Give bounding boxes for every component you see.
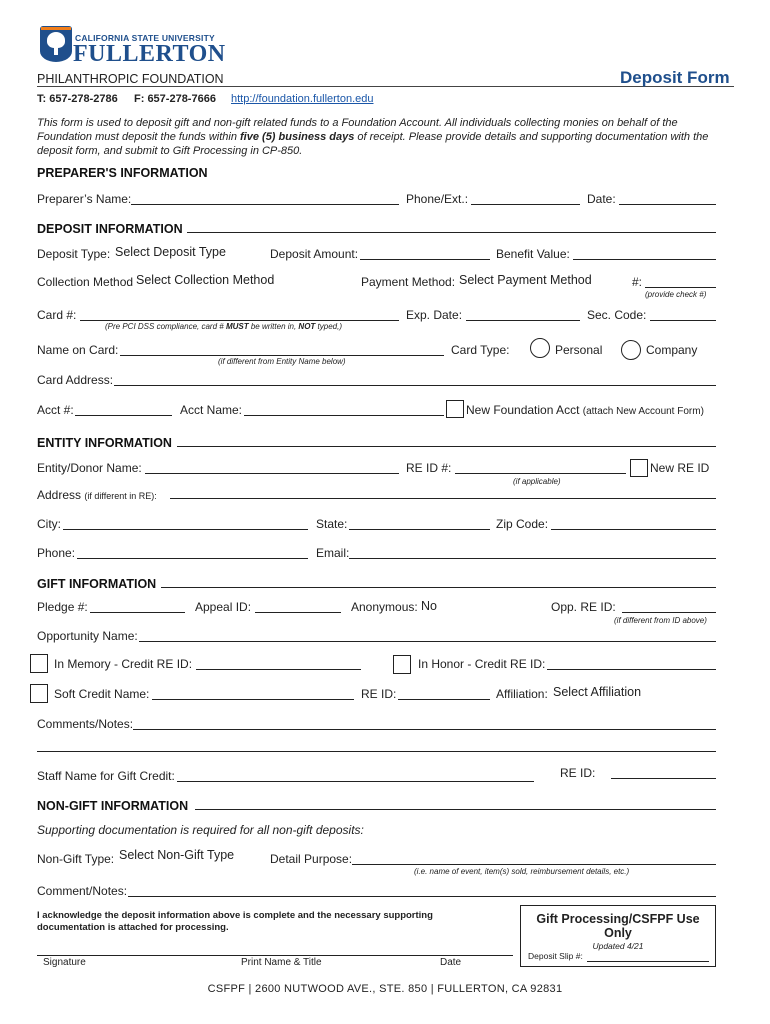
- soft-credit-checkbox[interactable]: [30, 684, 48, 703]
- in-memory-field[interactable]: [196, 669, 361, 670]
- deposit-slip-field[interactable]: [587, 961, 709, 962]
- preparer-date-field[interactable]: [619, 204, 716, 205]
- re-id-hint: (if applicable): [513, 477, 561, 486]
- detail-purpose-hint: (i.e. name of event, item(s) sold, reimbursement details, etc.): [414, 867, 630, 876]
- preparer-phone-label: Phone/Ext.:: [406, 192, 469, 206]
- nongift-note: Supporting documentation is required for all non-gift deposits:: [37, 823, 364, 837]
- staff-name-label: Staff Name for Gift Credit:: [37, 769, 175, 783]
- new-acct-text: New Foundation Acct: [466, 403, 580, 417]
- exp-date-field[interactable]: [466, 320, 580, 321]
- campus-name: FULLERTON: [73, 41, 226, 67]
- signature-label: Signature: [43, 957, 86, 968]
- anonymous-label: Anonymous:: [351, 600, 418, 614]
- benefit-value-field[interactable]: [573, 259, 716, 260]
- nongift-heading-rule: [195, 809, 716, 810]
- office-use-title: Gift Processing/CSFPF Use Only: [536, 912, 700, 940]
- card-hint-not: NOT: [298, 322, 316, 331]
- entity-phone-field[interactable]: [77, 558, 308, 559]
- acct-number-field[interactable]: [75, 415, 172, 416]
- foundation-link[interactable]: http://foundation.fullerton.edu: [231, 93, 374, 105]
- intro-line-2: [37, 130, 708, 144]
- deposit-heading-rule: [187, 232, 716, 233]
- pledge-field[interactable]: [90, 612, 185, 613]
- intro-line-3: deposit form, and submit to Gift Processing in CP-850.: [37, 145, 303, 157]
- deposit-amount-field[interactable]: [360, 259, 490, 260]
- entity-email-label: Email:: [316, 546, 350, 560]
- card-hint-e: typed,): [315, 322, 342, 331]
- in-honor-checkbox[interactable]: [393, 655, 411, 674]
- new-re-id-checkbox[interactable]: [630, 459, 648, 477]
- city-label: City:: [37, 517, 61, 531]
- affiliation-label: Affiliation:: [496, 687, 548, 701]
- soft-credit-name-label: Soft Credit Name:: [54, 687, 150, 701]
- entity-heading-rule: [177, 446, 716, 447]
- re-id-field[interactable]: [455, 473, 626, 474]
- nongift-type-label: Non-Gift Type:: [37, 852, 115, 866]
- nongift-comment-label: Comment/Notes:: [37, 884, 128, 898]
- in-honor-label: In Honor - Credit RE ID:: [418, 657, 546, 671]
- preparer-date-label: Date:: [587, 192, 616, 206]
- new-acct-hint: (attach New Account Form): [582, 406, 704, 417]
- card-number-hint: [105, 322, 342, 331]
- donor-name-label: Entity/Donor Name:: [37, 461, 142, 475]
- payment-method-label: Payment Method:: [361, 275, 456, 289]
- appeal-id-label: Appeal ID:: [195, 600, 252, 614]
- intro-deadline: five (5) business days: [240, 131, 355, 143]
- opportunity-name-field[interactable]: [139, 641, 716, 642]
- intro-line-1: This form is used to deposit gift and non-gift related funds to a Foundation Account. All individuals collecting monies on behalf of the: [37, 117, 678, 129]
- office-use-updated: Updated 4/21: [592, 941, 644, 951]
- gift-heading: GIFT INFORMATION: [37, 577, 157, 591]
- deposit-heading: DEPOSIT INFORMATION: [37, 222, 183, 236]
- intro-text: [37, 116, 708, 158]
- check-number-field[interactable]: [645, 287, 716, 288]
- entity-phone-label: Phone:: [37, 546, 76, 560]
- card-type-company-label: Company: [646, 343, 698, 357]
- preparer-phone-field[interactable]: [471, 204, 580, 205]
- detail-purpose-label: Detail Purpose:: [270, 852, 353, 866]
- deposit-slip-label: Deposit Slip #:: [528, 951, 583, 961]
- card-hint-must: MUST: [225, 322, 249, 331]
- collection-method-label: Collection Method: [37, 275, 134, 289]
- exp-date-label: Exp. Date:: [406, 308, 463, 322]
- entity-heading: ENTITY INFORMATION: [37, 436, 172, 450]
- comments-field-1[interactable]: [133, 729, 716, 730]
- card-address-label: Card Address:: [37, 373, 114, 387]
- signature-date-label: Date: [440, 957, 462, 968]
- sec-code-label: Sec. Code:: [587, 308, 647, 322]
- card-type-personal-radio[interactable]: [530, 338, 550, 358]
- zip-code-field[interactable]: [551, 529, 716, 530]
- in-honor-field[interactable]: [547, 669, 716, 670]
- staff-re-id-field[interactable]: [611, 778, 716, 779]
- foundation-name: PHILANTHROPIC FOUNDATION: [37, 72, 224, 86]
- address-hint: (if different in RE):: [84, 491, 157, 501]
- fax-number: F: 657-278-7666: [134, 93, 216, 105]
- office-use-box: [520, 905, 716, 967]
- deposit-amount-label: Deposit Amount:: [270, 247, 359, 261]
- entity-address-field[interactable]: [170, 498, 716, 499]
- ack-line-2: documentation is attached for processing.: [37, 922, 229, 933]
- opp-re-id-hint: (if different from ID above): [614, 616, 707, 625]
- intro-line-2c: of receipt. Please provide details and supporting documentation with the: [354, 131, 709, 143]
- new-foundation-acct-checkbox[interactable]: [446, 400, 464, 418]
- ack-line-1: I acknowledge the deposit information above is complete and the necessary supporting: [37, 910, 433, 921]
- card-number-field[interactable]: [80, 320, 399, 321]
- name-on-card-hint: (if different from Entity Name below): [218, 357, 346, 366]
- csuf-seal-logo: [40, 26, 72, 62]
- benefit-value-label: Benefit Value:: [496, 247, 570, 261]
- comments-field-2[interactable]: [37, 751, 716, 752]
- state-field[interactable]: [349, 529, 490, 530]
- deposit-type-select[interactable]: Select Deposit Type: [115, 245, 226, 259]
- opportunity-name-label: Opportunity Name:: [37, 629, 138, 643]
- entity-address-label: [37, 488, 157, 502]
- name-on-card-label: Name on Card:: [37, 343, 119, 357]
- detail-purpose-field[interactable]: [352, 864, 716, 865]
- university-name: CALIFORNIA STATE UNIVERSITY: [75, 33, 215, 43]
- in-memory-checkbox[interactable]: [30, 654, 48, 673]
- acknowledgement-text: [37, 910, 433, 934]
- gift-heading-rule: [161, 587, 716, 588]
- staff-name-field[interactable]: [177, 781, 534, 782]
- comments-label: Comments/Notes:: [37, 717, 134, 731]
- deposit-type-label: Deposit Type:: [37, 247, 111, 261]
- phone-number: T: 657-278-2786: [37, 93, 118, 105]
- nongift-heading: NON-GIFT INFORMATION: [37, 799, 189, 813]
- check-number-label: #:: [632, 275, 643, 289]
- preparer-name-label: Preparer’s Name:: [37, 192, 132, 206]
- state-label: State:: [316, 517, 348, 531]
- appeal-id-field[interactable]: [255, 612, 341, 613]
- affiliation-select[interactable]: Select Affiliation: [553, 685, 642, 699]
- opp-re-id-label: Opp. RE ID:: [551, 600, 616, 614]
- card-type-personal-label: Personal: [555, 343, 603, 357]
- card-number-label: Card #:: [37, 308, 77, 322]
- soft-credit-re-id-label: RE ID:: [361, 687, 397, 701]
- card-type-company-radio[interactable]: [621, 340, 641, 360]
- acct-name-label: Acct Name:: [180, 403, 243, 417]
- check-number-hint: (provide check #): [645, 290, 707, 299]
- sec-code-field[interactable]: [650, 320, 716, 321]
- soft-credit-re-id-field[interactable]: [398, 699, 490, 700]
- acct-name-field[interactable]: [244, 415, 444, 416]
- pledge-label: Pledge #:: [37, 600, 88, 614]
- nongift-type-select[interactable]: Select Non-Gift Type: [119, 848, 235, 862]
- anonymous-select[interactable]: No: [421, 599, 437, 613]
- card-address-field[interactable]: [114, 385, 716, 386]
- donor-name-field[interactable]: [145, 473, 399, 474]
- soft-credit-name-field[interactable]: [152, 699, 354, 700]
- new-foundation-acct-label: [466, 403, 704, 417]
- entity-email-field[interactable]: [349, 558, 716, 559]
- preparer-heading: PREPARER'S INFORMATION: [37, 166, 208, 180]
- city-field[interactable]: [63, 529, 308, 530]
- acct-number-label: Acct #:: [37, 403, 74, 417]
- address-text: Address: [37, 488, 82, 502]
- name-on-card-field[interactable]: [120, 355, 444, 356]
- opp-re-id-field[interactable]: [622, 612, 716, 613]
- card-type-label: Card Type:: [451, 343, 510, 357]
- form-title: Deposit Form: [620, 68, 730, 87]
- zip-code-label: Zip Code:: [496, 517, 549, 531]
- card-hint-a: (Pre PCI DSS compliance, card #: [105, 322, 226, 331]
- staff-re-id-label: RE ID:: [560, 766, 596, 780]
- re-id-label: RE ID #:: [406, 461, 452, 475]
- card-hint-c: be written in,: [248, 322, 299, 331]
- intro-line-2a: Foundation must deposit the funds within: [37, 131, 241, 143]
- preparer-name-field[interactable]: [131, 204, 399, 205]
- signature-line[interactable]: [37, 955, 513, 956]
- print-name-label: Print Name & Title: [241, 957, 322, 968]
- payment-method-select[interactable]: Select Payment Method: [459, 273, 592, 287]
- in-memory-label: In Memory - Credit RE ID:: [54, 657, 193, 671]
- new-re-id-label: New RE ID: [650, 461, 710, 475]
- nongift-comment-field[interactable]: [128, 896, 716, 897]
- footer-address: CSFPF | 2600 NUTWOOD AVE., STE. 850 | FULLERTON, CA 92831: [207, 983, 563, 995]
- collection-method-select[interactable]: Select Collection Method: [136, 273, 275, 287]
